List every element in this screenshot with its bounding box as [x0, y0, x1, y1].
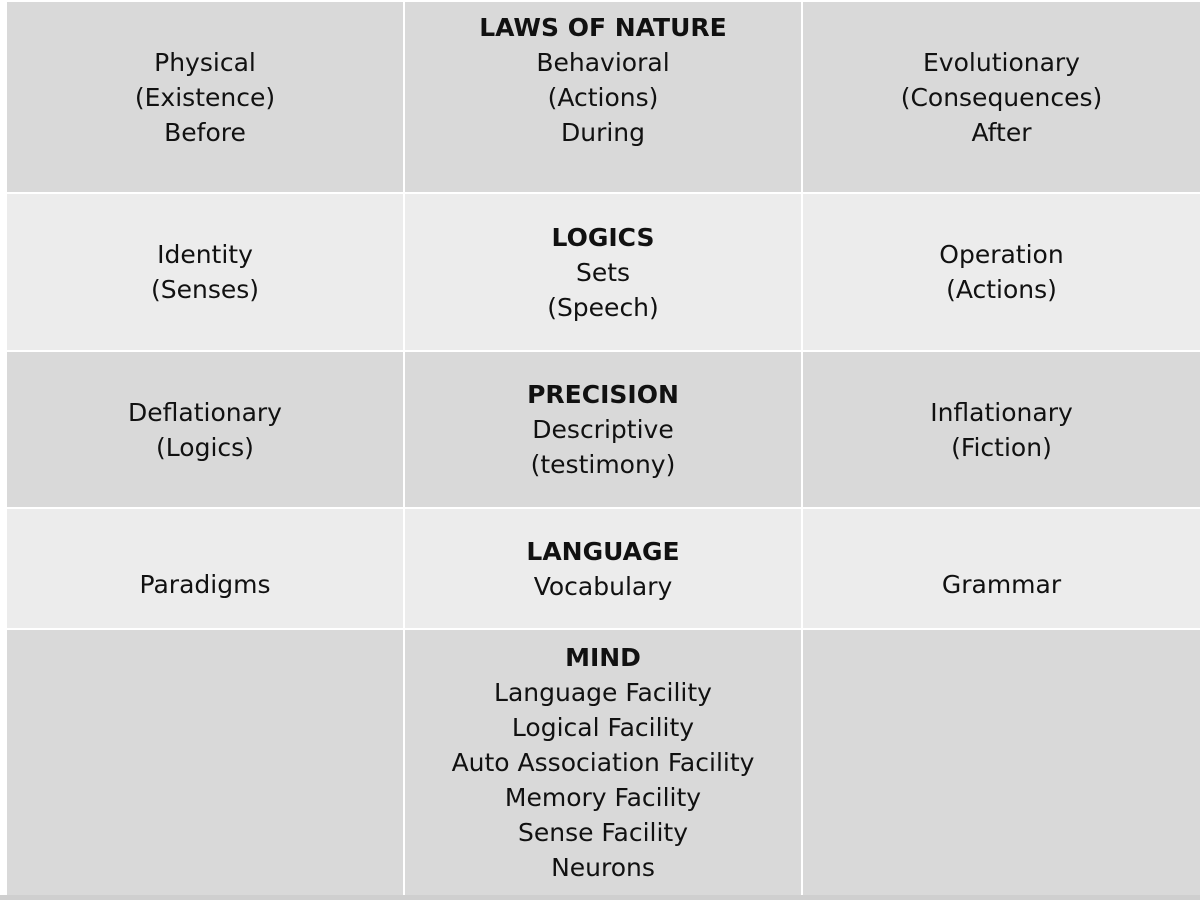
cell-text: Sense Facility: [517, 818, 689, 847]
cell-text: Deflationary: [128, 397, 282, 427]
cell-operation: [802, 193, 1200, 351]
cell-text: (Existence): [134, 82, 276, 112]
cell-text: Neurons: [551, 853, 655, 882]
cell-text: Memory Facility: [504, 783, 702, 812]
cell-text: Descriptive: [532, 415, 674, 444]
row-heading: LOGICS: [551, 222, 655, 252]
concept-table: [5, 0, 1200, 897]
cell-text: After: [971, 117, 1032, 147]
cell-text: Auto Association Facility: [451, 748, 755, 777]
cell-text: Language Facility: [494, 678, 712, 707]
cell-language: [404, 508, 802, 629]
cell-empty-right: [802, 629, 1200, 896]
cell-empty-left: [6, 629, 404, 896]
cell-physical: [6, 1, 404, 193]
cell-text: During: [560, 118, 646, 147]
table-row-precision: [6, 351, 1200, 508]
cell-mind: [404, 629, 802, 896]
cell-identity: [6, 193, 404, 351]
cell-text: Inflationary: [930, 397, 1073, 427]
row-heading: PRECISION: [527, 380, 679, 409]
row-heading: LAWS OF NATURE: [479, 13, 727, 42]
bottom-edge: [0, 895, 1200, 900]
cell-text: Logical Facility: [511, 713, 695, 742]
cell-text: (Logics): [156, 432, 254, 462]
table-row-laws-of-nature: [6, 1, 1200, 193]
table-row-logics: [6, 193, 1200, 351]
table-row-mind: [6, 629, 1200, 896]
cell-text: Vocabulary: [533, 571, 673, 601]
cell-text: Behavioral: [536, 48, 670, 77]
cell-text: Sets: [575, 257, 631, 287]
row-heading: MIND: [565, 643, 641, 672]
cell-deflationary: [6, 351, 404, 508]
cell-text: Identity: [157, 240, 253, 269]
cell-inflationary: [802, 351, 1200, 508]
cell-text: Grammar: [941, 570, 1062, 599]
cell-grammar: [802, 508, 1200, 629]
cell-text: Physical: [154, 47, 256, 77]
cell-text: (Actions): [547, 83, 659, 112]
cell-text: (Actions): [946, 275, 1057, 304]
cell-text: Paradigms: [139, 570, 271, 599]
cell-text: (Consequences): [900, 82, 1103, 112]
table-row-language: [6, 508, 1200, 629]
cell-text: Before: [164, 117, 246, 147]
cell-text: (Senses): [150, 275, 260, 304]
cell-text: (testimony): [530, 450, 676, 479]
cell-text: (Speech): [547, 292, 659, 322]
cell-text: (Fiction): [951, 432, 1052, 462]
cell-text: Operation: [939, 240, 1064, 269]
row-heading: LANGUAGE: [526, 536, 680, 566]
cell-text: Evolutionary: [923, 47, 1080, 77]
cell-laws-of-nature: [404, 1, 802, 193]
cell-logics: [404, 193, 802, 351]
cell-evolutionary: [802, 1, 1200, 193]
cell-paradigms: [6, 508, 404, 629]
cell-precision: [404, 351, 802, 508]
